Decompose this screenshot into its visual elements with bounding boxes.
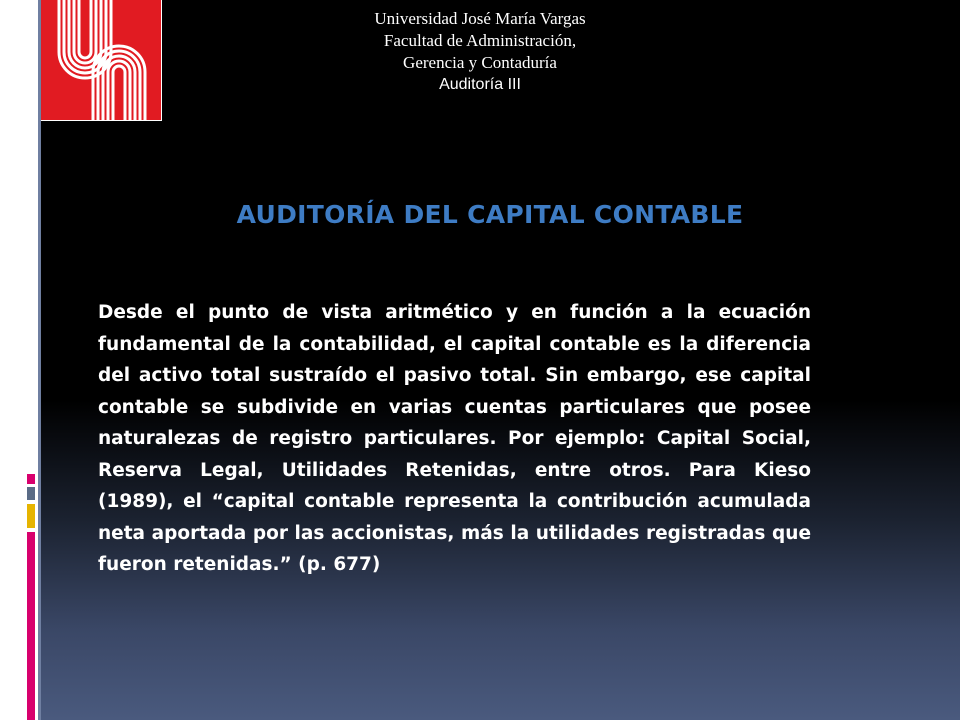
slide-title: AUDITORÍA DEL CAPITAL CONTABLE [236, 200, 744, 229]
accent-bar-magenta-long [27, 532, 35, 720]
university-name: Universidad José María Vargas [374, 9, 586, 28]
university-logo-icon [41, 0, 162, 121]
accent-bar-gray [27, 487, 35, 500]
accent-bar-magenta-small [27, 474, 35, 484]
institution-header [300, 8, 660, 96]
faculty-line-2: Gerencia y Contaduría [403, 53, 557, 72]
course-name: Auditoría III [439, 76, 521, 93]
accent-bar-yellow [27, 504, 35, 528]
faculty-line-1: Facultad de Administración, [383, 31, 577, 50]
slide-body-paragraph: Desde el punto de vista aritmético y en función a la ecuación fundamental de la contabilidad, el capital contable es la diferencia del activo total sustraído el pasivo total. Sin embargo, ese capital contable se subdivide en varias cuentas particulares que posee naturalezas de registro particulares. Por ejemplo: Capital Social, Reserva Legal, Utilidades Retenidas, entre otros. Para Kieso (1989), el “capital contable representa la contribución acumulada neta aportada por las accionistas, más la utilidades registradas que fueron retenidas.” (p. 677) [98, 302, 811, 575]
